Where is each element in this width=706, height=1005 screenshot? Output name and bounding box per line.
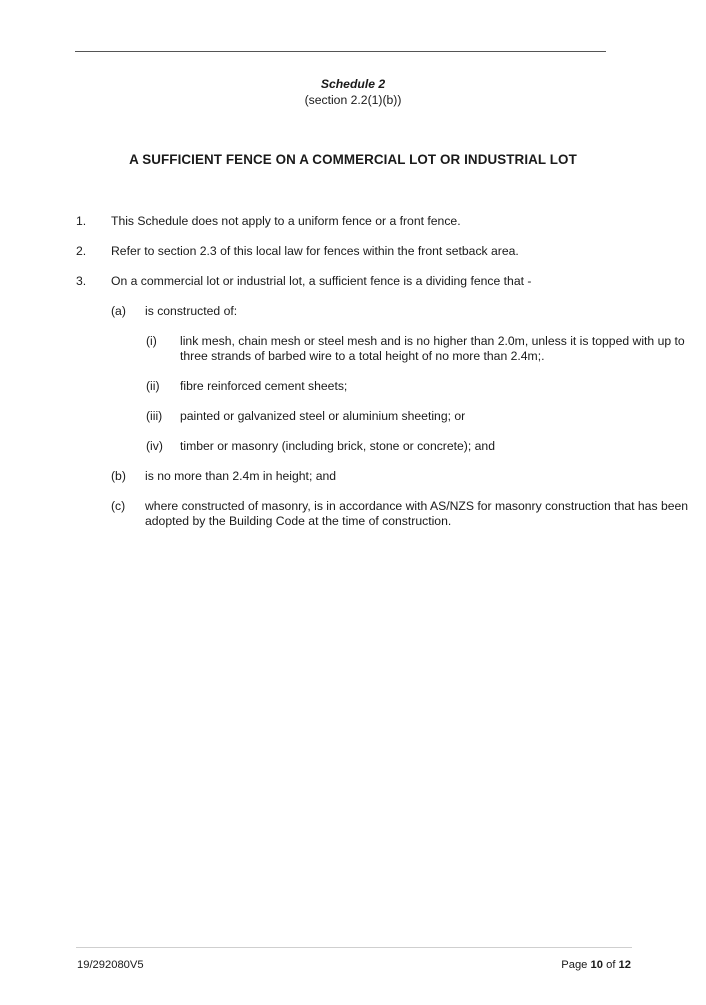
clause-text: This Schedule does not apply to a uniform fence or a front fence. bbox=[111, 214, 461, 228]
document-heading: A SUFFICIENT FENCE ON A COMMERCIAL LOT OR INDUSTRIAL LOT bbox=[129, 152, 577, 167]
subclause-label: (c) bbox=[111, 499, 126, 513]
subclause-text-line: adopted by the Building Code at the time of construction. bbox=[145, 514, 452, 528]
item-text-line: link mesh, chain mesh or steel mesh and is no higher than 2.0m, unless it is topped with up to bbox=[180, 334, 685, 348]
item-text: painted or galvanized steel or aluminium sheeting; or bbox=[180, 409, 466, 423]
document-reference: 19/292080V5 bbox=[77, 959, 144, 971]
schedule-title: Schedule 2 bbox=[320, 77, 386, 91]
page-indicator bbox=[561, 958, 631, 973]
item-text: timber or masonry (including brick, stone or concrete); and bbox=[180, 439, 495, 453]
clause-number: 2. bbox=[76, 244, 87, 258]
page-word: Page bbox=[561, 959, 588, 971]
schedule-reference: (section 2.2(1)(b)) bbox=[304, 93, 402, 107]
page-total: 12 bbox=[618, 959, 631, 971]
item-label: (iv) bbox=[146, 439, 163, 453]
subclause-label: (b) bbox=[111, 469, 126, 483]
page-of: of bbox=[606, 959, 616, 971]
footer-rule bbox=[76, 947, 632, 948]
page-current: 10 bbox=[590, 959, 603, 971]
subclause-text: is constructed of: bbox=[145, 304, 238, 318]
item-label: (i) bbox=[146, 334, 157, 348]
clause-number: 1. bbox=[76, 214, 87, 228]
clause-text: On a commercial lot or industrial lot, a sufficient fence is a dividing fence that - bbox=[111, 274, 532, 288]
item-label: (ii) bbox=[146, 379, 160, 393]
subclause-text-line: where constructed of masonry, is in accordance with AS/NZS for masonry construction that has been bbox=[145, 499, 689, 513]
item-text: fibre reinforced cement sheets; bbox=[180, 379, 348, 393]
clause-text: Refer to section 2.3 of this local law for fences within the front setback area. bbox=[111, 244, 519, 258]
subclause-label: (a) bbox=[111, 304, 126, 318]
item-text-line: three strands of barbed wire to a total height of no more than 2.4m;. bbox=[180, 349, 545, 363]
subclause-text: is no more than 2.4m in height; and bbox=[145, 469, 337, 483]
clause-number: 3. bbox=[76, 274, 87, 288]
header-rule bbox=[75, 51, 606, 52]
item-label: (iii) bbox=[146, 409, 163, 423]
